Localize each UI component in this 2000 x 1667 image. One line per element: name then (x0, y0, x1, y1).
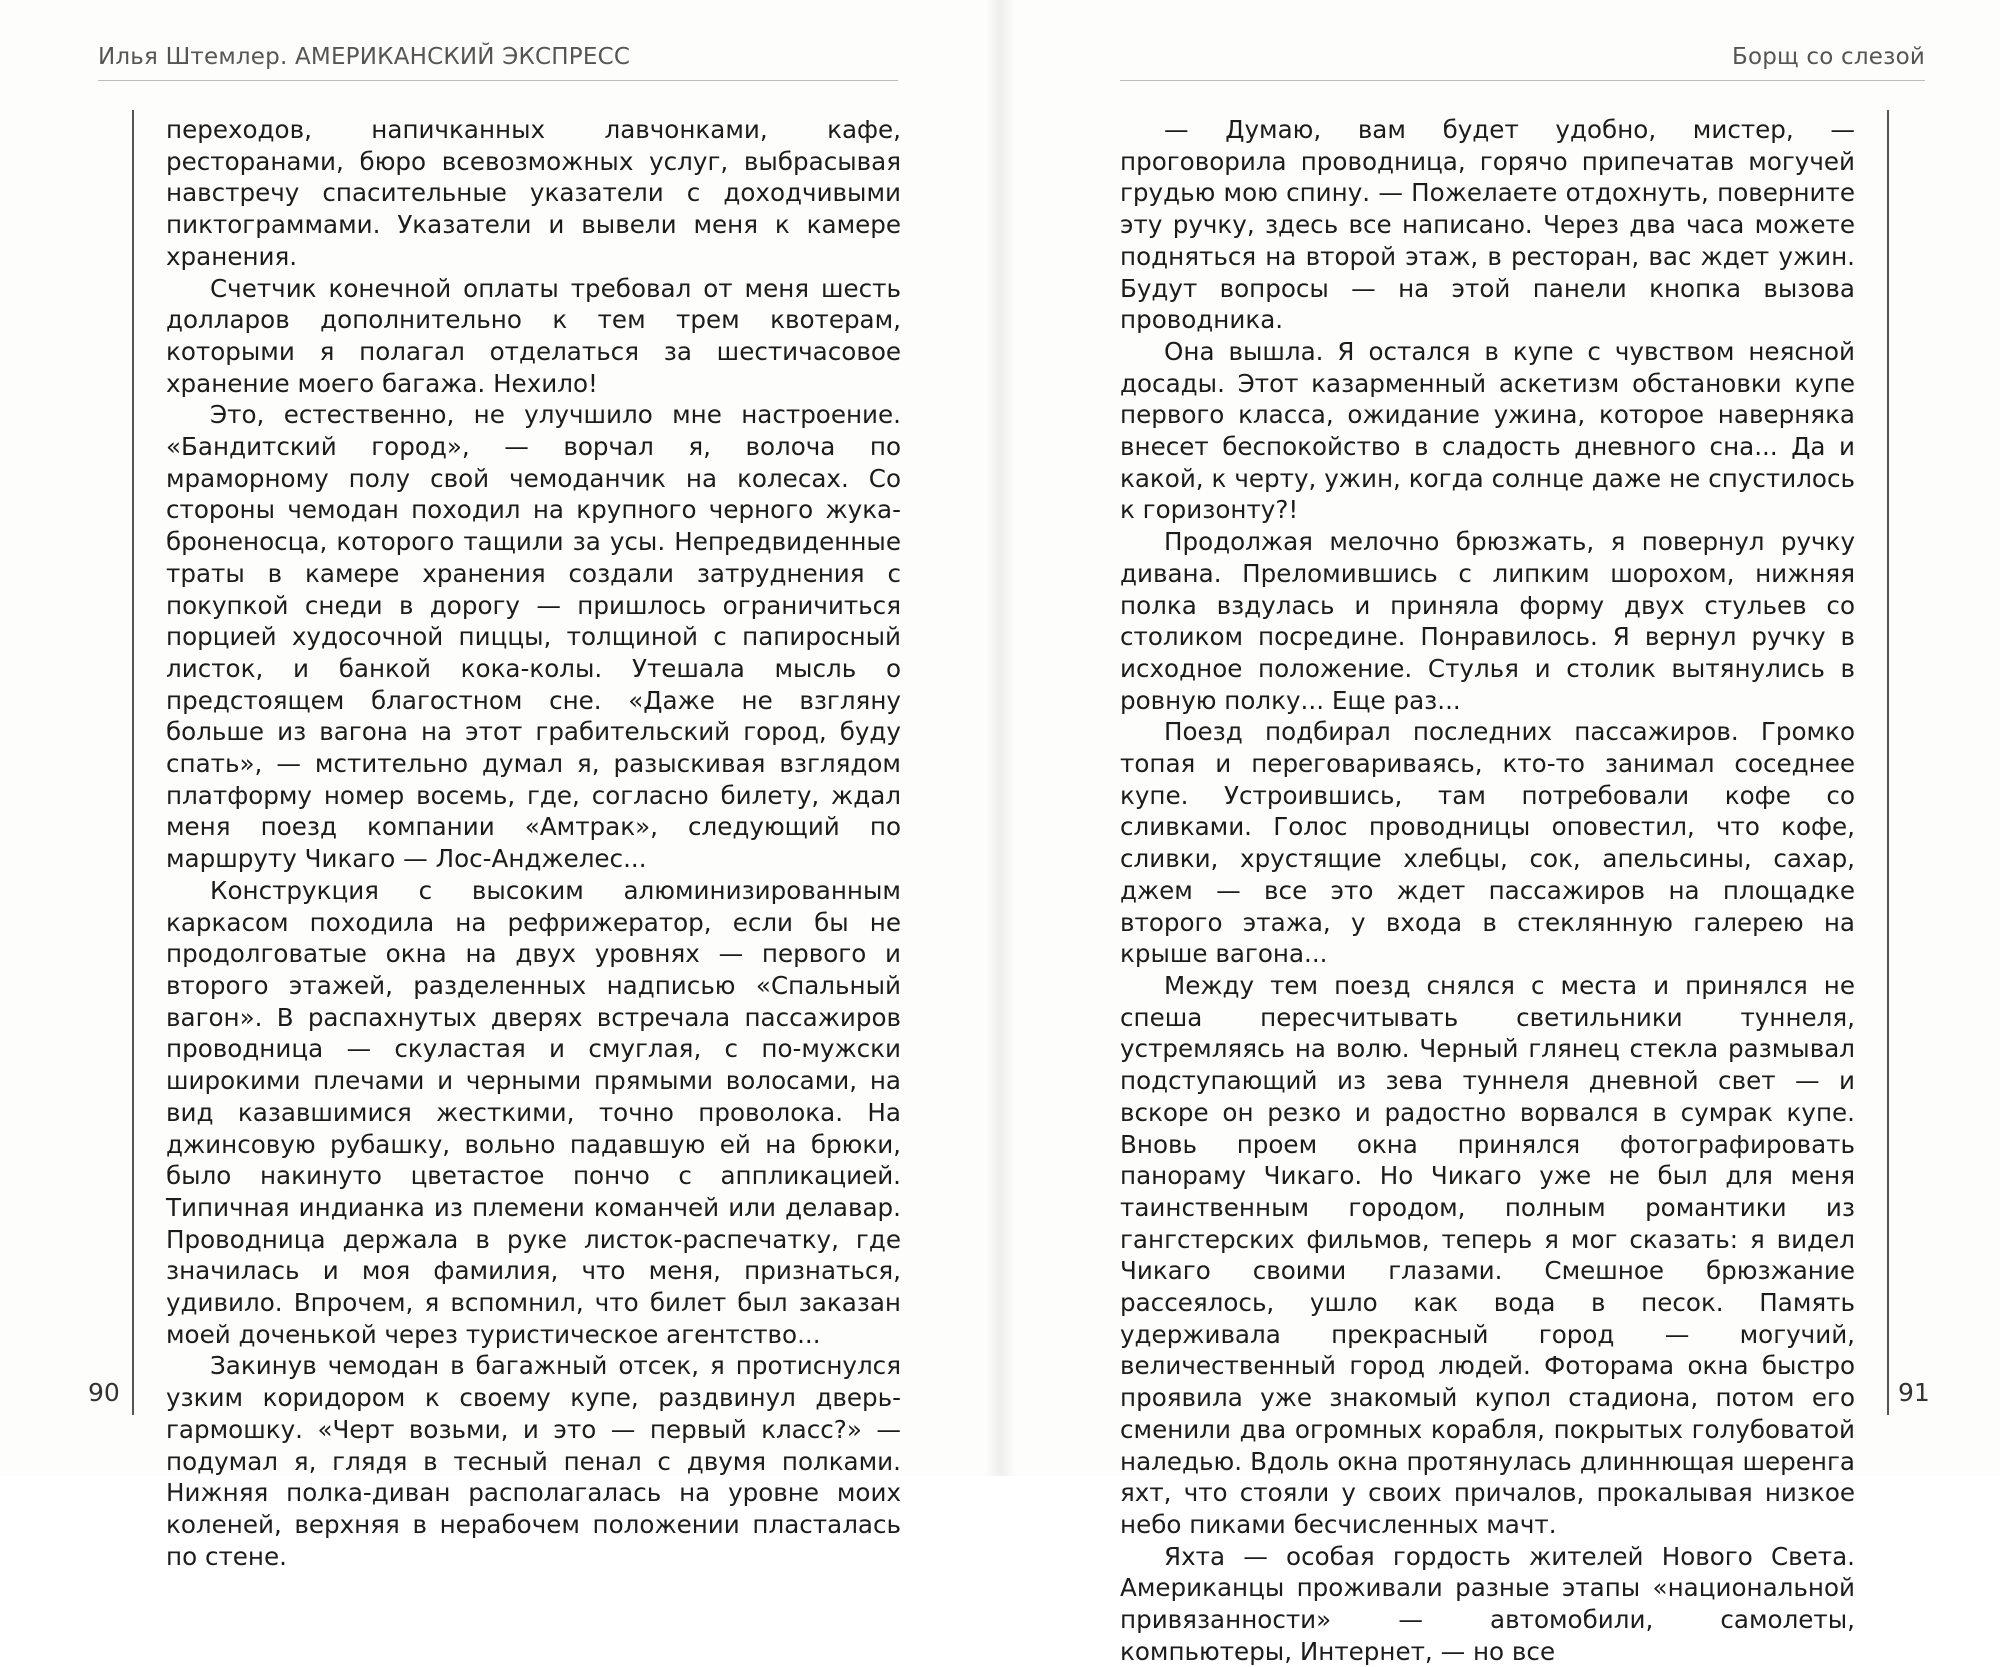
running-head-right: Борщ со слезой (1732, 44, 1925, 70)
paragraph: Между тем поезд снялся с места и принялся не спеша пересчитывать светильники туннеля, устремляясь на волю. Черный глянец стекла размывал подступающий из зева туннеля дневной свет — и вскоре он резко и радостно ворвался в сумрак купе. Вновь проем окна принялся фотографировать панораму Чикаго. Но Чикаго уже не был для меня таинственным городом, полным романтики из гангстерских фильмов, теперь я мог сказать: я видел Чикаго своими глазами. Смешное брюзжание рассеялось, ушло как вода в песок. Память удерживала прекрасный город — могучий, величественный город людей. Фоторама окна быстро проявила уже знакомый купол стадиона, потом его сменили два огромных корабля, покрытых голубоватой наледью. Вдоль окна протянулась длиннющая шеренга яхт, что стояли у своих причалов, прокалывая низкое небо пиками бесчисленных мачт. (1120, 970, 1855, 1539)
margin-rule-left (132, 110, 134, 1415)
paragraph: переходов, напичканных лавчонками, кафе, ресторанами, бюро всевозможных услуг, выбрасывая навстречу спасительные указатели с доходчивыми пиктограммами. Указатели и вывели меня к камере хранения. (166, 115, 901, 271)
paragraph: Закинув чемодан в багажный отсек, я протиснулся узким коридором к своему купе, раздвинул дверь-гармошку. «Черт возьми, и это — первый класс?» — подумал я, глядя в тесный пенал с двумя полками. Нижняя полка-диван располагалась на уровне моих коленей, верхняя в нерабочем положении пласталась по стене. (166, 1351, 901, 1571)
page-number-right: 91 (1898, 1378, 1930, 1407)
running-head-left: Илья Штемлер. АМЕРИКАНСКИЙ ЭКСПРЕСС (98, 44, 631, 70)
body-text-left (166, 114, 901, 1572)
right-page (1000, 0, 2000, 1666)
gutter-shadow (985, 0, 1015, 1476)
paragraph: Это, естественно, не улучшило мне настроение. «Бандитский город», — ворчал я, волоча по мраморному полу свой чемоданчик на колесах. Со стороны чемодан походил на крупного черного жука-броненосца, которого тащили за усы. Непредвиденные траты в камере хранения создали затруднения с покупкой снеди в дорогу — пришлось ограничиться порцией худосочной пиццы, толщиной с папиросный листок, и банкой кока-колы. Утешала мысль о предстоящем благостном сне. «Даже не взгляну больше из вагона на этот грабительский город, буду спать», — мстительно думал я, разыскивая взглядом платформу номер восемь, где, согласно билету, ждал меня поезд компании «Амтрак», следующий по маршруту Чикаго — Лос-Анджелес... (166, 400, 901, 874)
paragraph: Поезд подбирал последних пассажиров. Громко топая и переговариваясь, кто-то занимал соседнее купе. Устроившись, там потребовали кофе со сливками. Голос проводницы оповестил, что кофе, сливки, хрустящие хлебцы, сок, апельсины, сахар, джем — все это ждет пассажиров на площадке второго этажа, у входа в стеклянную галерею на крыше вагона... (1120, 717, 1855, 969)
paragraph: — Думаю, вам будет удобно, мистер, — проговорила проводница, горячо припечатав могучей грудью мою спину. — Пожелаете отдохнуть, поверните эту ручку, здесь все написано. Через два часа можете подняться на второй этаж, в ресторан, вас ждет ужин. Будут вопросы — на этой панели кнопка вызова проводника. (1120, 115, 1855, 335)
margin-rule-right (1887, 110, 1889, 1415)
header-rule-left (98, 80, 898, 81)
paragraph: Конструкция с высоким алюминизированным каркасом походила на рефрижератор, если бы не продолговатые окна на двух уровнях — первого и второго этажей, разделенных надписью «Спальный вагон». В распахнутых дверях встречала пассажиров проводница — скуластая и смуглая, с по-мужски широкими плечами и черными прямыми волосами, на вид казавшимися жесткими, точно проволока. На джинсовую рубашку, вольно падавшую ей на брюки, было накинуто цветастое пончо с аппликацией. Типичная индианка из племени команчей или делавар. Проводница держала в руке листок-распечатку, где значилась и моя фамилия, что меня, признаться, удивило. Впрочем, я вспомнил, что билет был заказан моей доченькой через туристическое агентство... (166, 875, 901, 1349)
body-text-right (1120, 114, 1855, 1667)
left-page (0, 0, 1000, 1571)
paragraph: Она вышла. Я остался в купе с чувством неясной досады. Этот казарменный аскетизм обстановки купе первого класса, ожидание ужина, которое наверняка внесет беспокойство в сладость дневного сна... Да и какой, к черту, ужин, когда солнце даже не спустилось к горизонту?! (1120, 336, 1855, 525)
paragraph: Продолжая мелочно брюзжать, я повернул ручку дивана. Преломившись с липким шорохом, нижняя полка вздулась и приняла форму двух стульев со столиком посредине. Понравилось. Я вернул ручку в исходное положение. Стулья и столик вытянулись в ровную полку... Еще раз... (1120, 527, 1855, 715)
header-rule-right (1120, 80, 1925, 81)
paragraph: Яхта — особая гордость жителей Нового Света. Американцы проживали разные этапы «национальной привязанности» — автомобили, самолеты, компьютеры, Интернет, — но все (1120, 1541, 1855, 1666)
paragraph: Счетчик конечной оплаты требовал от меня шесть долларов дополнительно к тем трем квотерам, которыми я полагал отделаться за шестичасовое хранение моего багажа. Нехило! (166, 273, 901, 398)
page-number-left: 90 (88, 1378, 120, 1407)
